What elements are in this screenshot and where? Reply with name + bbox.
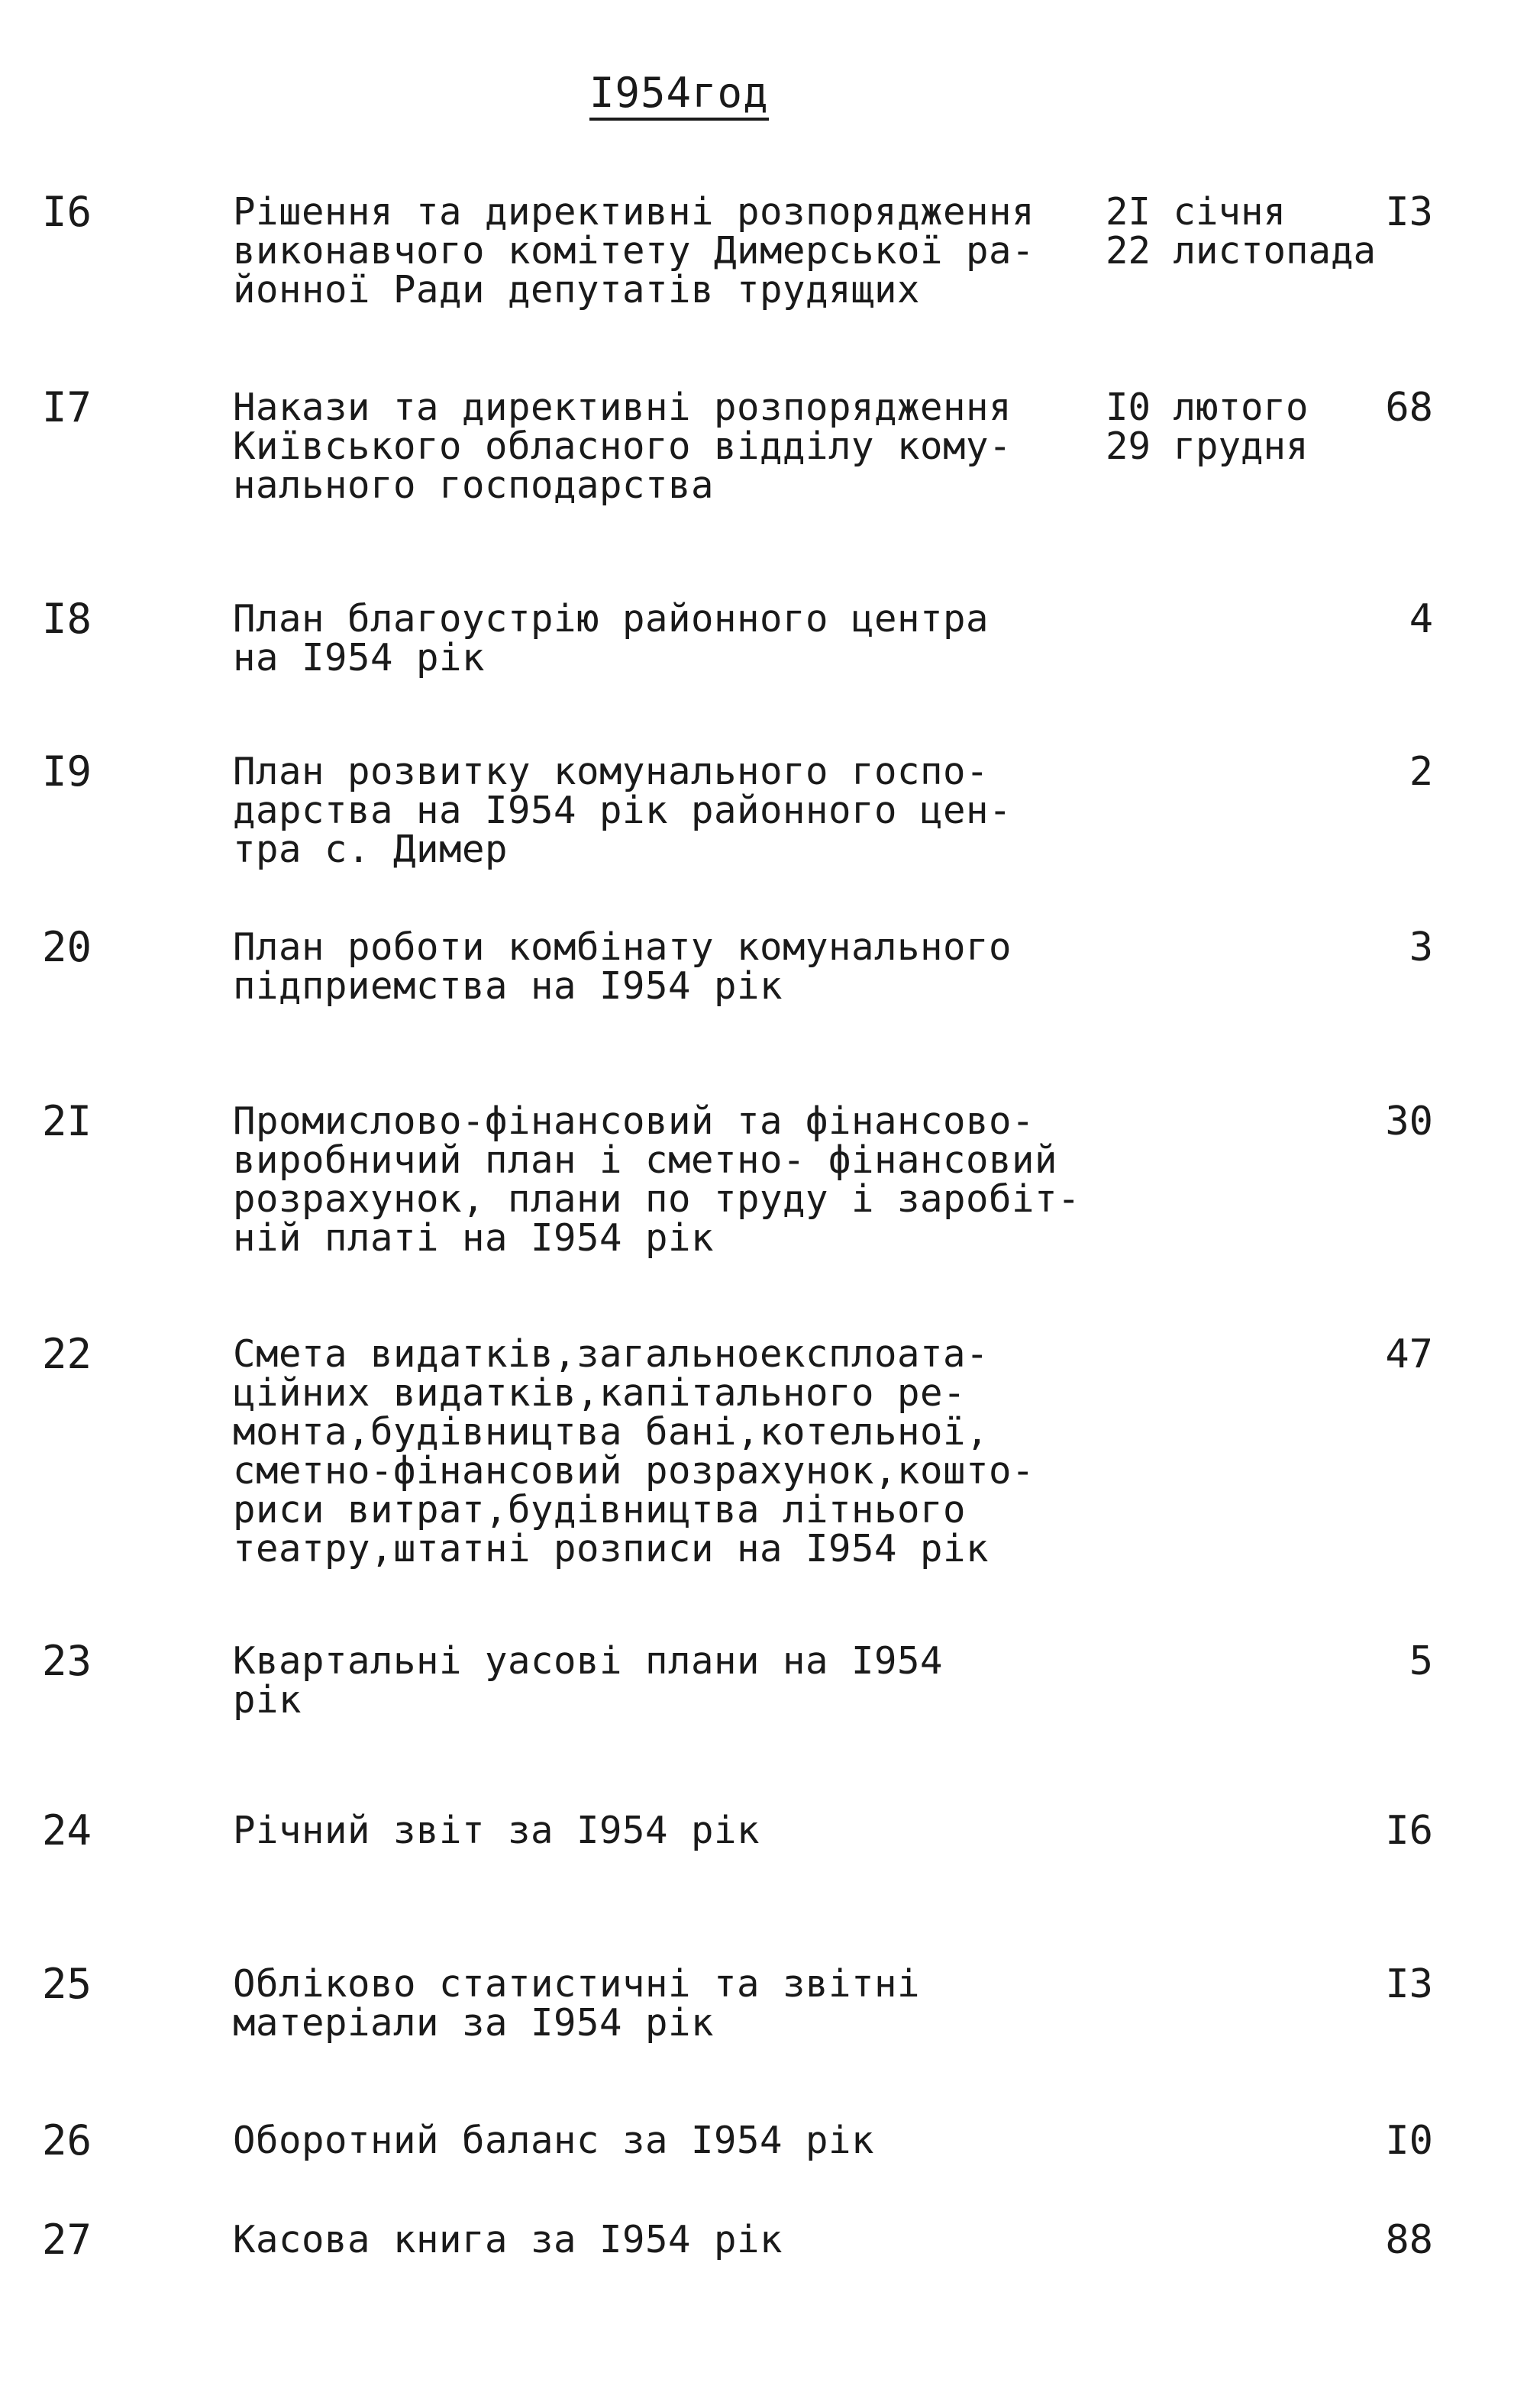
item-number: 26 bbox=[42, 2116, 92, 2164]
item-title: План роботи комбінату комунального підприемства на I954 рік bbox=[233, 925, 1012, 1008]
item-number: I8 bbox=[42, 595, 92, 643]
item-title: Касова книга за I954 рік bbox=[233, 2218, 783, 2261]
item-number: 25 bbox=[42, 1960, 92, 2008]
item-title: План розвитку комунального госпо- дарства на I954 рік районного цен- тра с. Димер bbox=[233, 750, 1012, 871]
item-title: Квартальні уасові плани на I954 рік bbox=[233, 1639, 944, 1722]
item-sheets: 68 bbox=[1385, 385, 1433, 431]
item-sheets: 2 bbox=[1409, 749, 1433, 795]
item-dates: I0 лютого 29 грудня bbox=[1106, 386, 1309, 468]
item-sheets: I3 bbox=[1385, 1961, 1433, 2007]
item-title: Накази та директивні розпорядження Київського обласного відділу кому- нального господарства bbox=[233, 386, 1012, 507]
item-number: 27 bbox=[42, 2216, 92, 2264]
item-title: Обліково статистичні та звітні матеріали за I954 рік bbox=[233, 1962, 921, 2045]
item-number: 24 bbox=[42, 1806, 92, 1854]
item-number: 2I bbox=[42, 1097, 92, 1145]
item-number: 23 bbox=[42, 1637, 92, 1685]
item-title: Оборотний баланс за I954 рік bbox=[233, 2119, 875, 2162]
item-number: 22 bbox=[42, 1330, 92, 1378]
item-number: I9 bbox=[42, 747, 92, 796]
item-sheets: I6 bbox=[1385, 1808, 1433, 1854]
item-title: План благоустрію районного центра на I954 рік bbox=[233, 597, 990, 679]
item-title: Рішення та директивні розпорядження виконавчого комітету Димерської ра- йонної Ради депутатів трудящих bbox=[233, 190, 1035, 311]
item-number: 20 bbox=[42, 923, 92, 971]
item-sheets: 5 bbox=[1409, 1638, 1433, 1684]
item-title: Смета видатків,загальноексплоата- ційних видатків,капітального ре- монта,будівництва бані,котельної, сметно-фінансовий розрахунок,кошто- риси витрат,будівництва літнього театру,штатні розписи на I954 рік bbox=[233, 1332, 1035, 1570]
item-sheets: 47 bbox=[1385, 1332, 1433, 1377]
item-number: I7 bbox=[42, 383, 92, 431]
item-number: I6 bbox=[42, 188, 92, 236]
year-heading: I954год bbox=[589, 70, 769, 121]
item-sheets: 88 bbox=[1385, 2217, 1433, 2263]
item-sheets: 30 bbox=[1385, 1099, 1433, 1144]
item-title: Промислово-фінансовий та фінансово- виробничий план і сметно- фінансовий розрахунок, плани по труду і заробіт- ній платі на I954 рік bbox=[233, 1099, 1081, 1260]
item-sheets: I0 bbox=[1385, 2118, 1433, 2164]
item-dates: 2I січня 22 листопада bbox=[1106, 190, 1377, 273]
item-sheets: 3 bbox=[1409, 925, 1433, 970]
item-title: Річний звіт за I954 рік bbox=[233, 1809, 760, 1852]
item-sheets: 4 bbox=[1409, 596, 1433, 642]
item-sheets: I3 bbox=[1385, 189, 1433, 235]
